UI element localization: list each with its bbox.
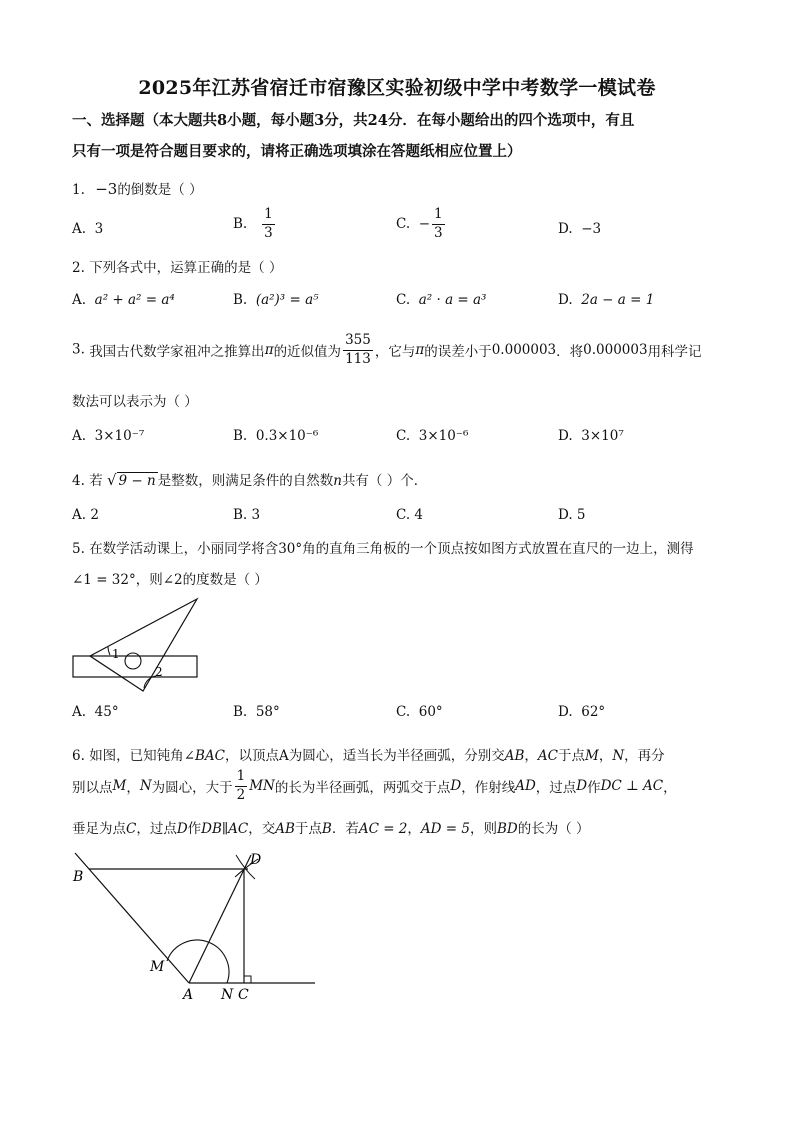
question-1 (72, 178, 203, 198)
q4-option-d[interactable]: D. 5 (558, 507, 586, 523)
q6-geometry-figure (60, 845, 330, 1005)
page-title: 2025年江苏省宿迁市宿豫区实验初级中学中考数学一模试卷 (138, 77, 656, 99)
question-6: 6. 如图，已知钝角∠BAC，以顶点A为圆心，适当长为半径画弧，分别交AB，AC于点M，N，再分 (72, 748, 665, 764)
compass-arc-mn (167, 940, 229, 983)
question-number: 2. (72, 260, 85, 276)
label-b: B (73, 869, 84, 885)
q4-option-b[interactable]: B. 3 (233, 507, 261, 523)
q5-option-b[interactable]: B. 58° (233, 704, 280, 720)
q5-option-c[interactable]: C. 60° (396, 704, 443, 720)
ruler (73, 656, 197, 677)
q5-option-a[interactable]: A. 45° (72, 704, 119, 720)
label-a: A (183, 987, 194, 1003)
question-number: 1. (72, 182, 85, 198)
q5-option-d[interactable]: D. 62° (558, 704, 606, 720)
q1-option-a[interactable]: A. 3 (72, 221, 104, 237)
q3-option-c[interactable]: C. 3×10⁻⁶ (396, 428, 469, 444)
q3-option-a[interactable]: A. 3×10⁻⁷ (72, 428, 145, 444)
q1-option-b[interactable]: B. $\frac{1}{3}$ (233, 206, 273, 241)
question-number: 4. (72, 473, 85, 489)
question-text: 下列各式中，运算正确的是（ ） (89, 260, 283, 276)
angle-1-label: 1 (112, 647, 120, 661)
question-5-line2: ∠1 = 32°，则∠2的度数是（ ） (72, 572, 268, 588)
q2-option-c[interactable]: C. a² · a = a³ (396, 292, 487, 308)
ray-ab (75, 853, 189, 983)
angle-1-arc (108, 647, 110, 655)
q5-ruler-triangle-figure (60, 592, 220, 697)
question-4: 4. 若 √ 9 − n 是整数，则满足条件的自然数n共有（ ）个． (72, 471, 428, 489)
label-c: C (238, 987, 249, 1003)
q2-option-a[interactable]: A. a² + a² = a⁴ (72, 292, 175, 308)
label-n: N (221, 987, 234, 1003)
q3-option-d[interactable]: D. 3×10⁷ (558, 428, 624, 444)
question-number: 3. (72, 341, 85, 358)
question-3-line2: 数法可以表示为（ ） (72, 394, 198, 410)
question-6-line3: 垂足为点C，过点D作DB∥AC，交AB于点B．若AC = 2，AD = 5，则BD的长为（ ） (72, 821, 590, 837)
q1-option-c[interactable]: C. − $\frac{1}{3}$ (396, 206, 443, 241)
q4-option-a[interactable]: A. 2 (72, 507, 99, 523)
radicand: 9 − n (118, 473, 156, 489)
section-header-line2: 只有一项是符合题目要求的，请将正确选项填涂在答题纸相应位置上） (72, 143, 522, 160)
question-6-line2: 别以点M，N为圆心，大于 $\frac{1}{2}$ MN的长为半径画弧，两弧交于点D，作射线AD，过点D作DC ⊥ AC， (72, 768, 677, 803)
question-text: 的倒数是（ ） (117, 182, 203, 198)
label-m: M (150, 959, 165, 975)
angle-2-label: 2 (155, 665, 163, 679)
question-2 (72, 256, 282, 276)
q4-option-c[interactable]: C. 4 (396, 507, 424, 523)
question-number: 5. (72, 541, 85, 557)
question-number: 6. (72, 748, 85, 764)
q2-option-b[interactable]: B. (a²)³ = a⁵ (233, 292, 319, 308)
section-header-line1: 一、选择题（本大题共8小题，每小题3分，共24分．在每小题给出的四个选项中，有且 (72, 112, 635, 129)
q3-option-b[interactable]: B. 0.3×10⁻⁶ (233, 428, 319, 444)
right-angle-mark (244, 976, 251, 983)
question-expression: −3 (95, 180, 118, 198)
ray-ad (189, 855, 251, 983)
label-d: D (250, 852, 262, 868)
q2-option-d[interactable]: D. 2a − a = 1 (558, 292, 655, 308)
q1-option-d[interactable]: D. −3 (558, 221, 602, 237)
question-3: 3. 我国古代数学家祖冲之推算出π的近似值为 $\frac{355}{113}$ ，它与π的误差小于0.000003．将0.000003用科学记 (72, 332, 702, 367)
question-5: 5. 在数学活动课上，小丽同学将含30°角的直角三角板的一个顶点按如图方式放置在直尺的一边上，测得 (72, 541, 694, 557)
